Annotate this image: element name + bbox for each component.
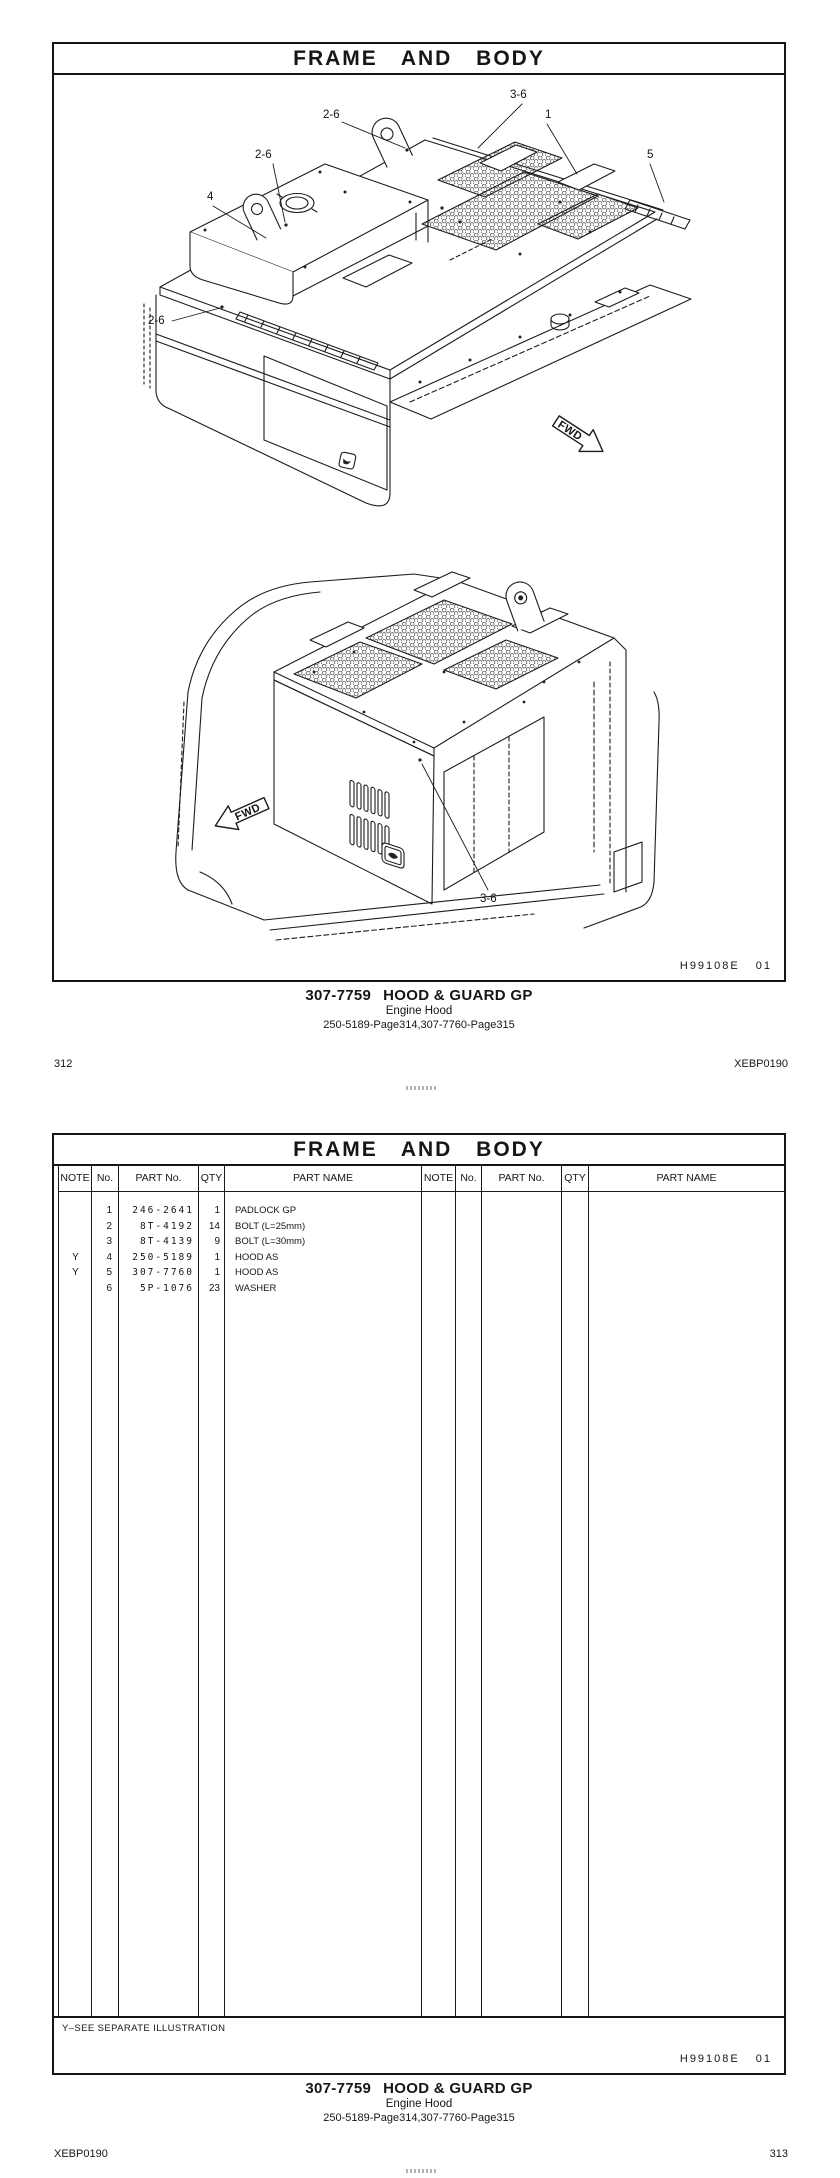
cell-note — [59, 1203, 92, 1219]
fine-print-smudge — [406, 1086, 436, 1090]
cell-part: 307-7760 — [132, 1267, 194, 1278]
cell-name: PADLOCK GP — [235, 1205, 297, 1216]
col-header-note: NOTE — [59, 1164, 92, 1192]
table-row — [59, 1281, 784, 1297]
cell-qty: 14 — [208, 1220, 220, 1232]
callout-2-6-low: 2-6 — [148, 315, 165, 327]
caption-pages-ref: 250-5189-Page314,307-7760-Page315 — [323, 2112, 515, 2125]
parts-table-header — [59, 1164, 784, 1192]
figure-code: H99108E — [679, 2053, 740, 2065]
col-header-qty: QTY — [199, 1164, 225, 1192]
figure-revision: 01 — [755, 960, 772, 972]
doc-code: XEBP0190 — [54, 2148, 108, 2160]
cell-note — [59, 1281, 92, 1297]
page1-title: FRAME AND BODY — [54, 44, 784, 75]
callout-2-6-top: 2-6 — [323, 109, 340, 121]
callout-3-6: 3-6 — [510, 89, 527, 101]
caption-part-number: 307-7759 — [305, 2080, 372, 2097]
fine-print-smudge — [406, 2169, 436, 2173]
cell-no: 1 — [106, 1205, 112, 1216]
parts-rows — [59, 1203, 784, 1296]
col-header-part2: PART No. — [482, 1164, 562, 1192]
callout-4: 4 — [207, 191, 214, 203]
cell-no: 4 — [106, 1251, 112, 1263]
cell-part: 8T-4192 — [139, 1220, 194, 1232]
cell-part: 250-5189 — [132, 1251, 194, 1263]
hood-rear-line-art — [176, 572, 659, 940]
caption-part-name: HOOD & GUARD GP — [383, 987, 533, 1004]
col-header-name2: PART NAME — [589, 1164, 784, 1192]
callout-1: 1 — [545, 109, 552, 121]
fwd-arrow — [549, 410, 610, 462]
figure-revision: 01 — [755, 2053, 772, 2065]
page2-title: FRAME AND BODY — [54, 1135, 784, 1166]
callout-3-6: 3-6 — [480, 893, 497, 905]
cell-no: 2 — [106, 1220, 112, 1232]
table-row — [59, 1250, 784, 1266]
cell-name: HOOD AS — [235, 1267, 279, 1278]
cell-qty: 23 — [208, 1282, 220, 1294]
table-row — [59, 1234, 784, 1250]
hood-line-art — [144, 104, 691, 506]
cell-name: HOOD AS — [235, 1251, 279, 1263]
footnote-row — [54, 2016, 784, 2073]
cell-part: 246-2641 — [132, 1205, 194, 1216]
cell-no: 6 — [106, 1282, 112, 1294]
caption-subtitle: Engine Hood — [385, 2098, 453, 2111]
cell-part: 8T-4139 — [139, 1236, 194, 1247]
footnote-text: Y–SEE SEPARATE ILLUSTRATION — [62, 2023, 226, 2034]
hood-rear-view-illustration — [114, 552, 674, 954]
page-number-312: 312 — [54, 1058, 73, 1070]
cell-part: 5P-1076 — [139, 1282, 194, 1294]
caption-pages-ref: 250-5189-Page314,307-7760-Page315 — [323, 1019, 515, 1032]
table-row — [59, 1203, 784, 1219]
caption-subtitle: Engine Hood — [385, 1005, 453, 1018]
figure-reference — [680, 960, 772, 972]
page2-caption — [52, 2080, 786, 2125]
callout-5: 5 — [647, 149, 654, 161]
cell-qty: 1 — [214, 1251, 220, 1263]
col-header-note2: NOTE — [422, 1164, 456, 1192]
table-row — [59, 1219, 784, 1235]
cell-note: Y — [72, 1251, 79, 1263]
cell-name: BOLT (L=30mm) — [235, 1236, 306, 1247]
callout-2-6-mid: 2-6 — [255, 149, 272, 161]
table-row — [59, 1265, 784, 1281]
figure-code: H99108E — [679, 960, 740, 972]
cell-name: BOLT (L=25mm) — [235, 1220, 306, 1232]
caption-part-name: HOOD & GUARD GP — [383, 2080, 533, 2097]
cell-qty: 1 — [214, 1267, 220, 1278]
page1-frame — [52, 42, 786, 982]
cell-no: 5 — [106, 1267, 112, 1278]
caption-part-number: 307-7759 — [305, 987, 372, 1004]
cell-no: 3 — [106, 1236, 112, 1247]
col-header-qty2: QTY — [562, 1164, 589, 1192]
lifting-eye-rear — [368, 114, 413, 168]
parts-table-body — [59, 1192, 784, 2016]
page1-caption — [52, 987, 786, 1032]
cell-qty: 1 — [214, 1205, 220, 1216]
cell-name: WASHER — [235, 1282, 277, 1294]
page-number-313: 313 — [769, 2148, 788, 2160]
figure-reference — [680, 2053, 772, 2065]
col-header-no2: No. — [456, 1164, 482, 1192]
cell-note — [59, 1234, 92, 1250]
hood-top-isometric-illustration — [90, 72, 710, 552]
col-header-part: PART No. — [119, 1164, 199, 1192]
col-header-name: PART NAME — [225, 1164, 422, 1192]
emblem-plate — [382, 842, 404, 869]
fwd-label: FWD — [555, 418, 585, 444]
cell-note — [59, 1219, 92, 1235]
fwd-arrow — [210, 791, 272, 838]
col-header-no: No. — [92, 1164, 119, 1192]
cell-qty: 9 — [214, 1236, 220, 1247]
cell-note: Y — [72, 1267, 79, 1278]
parts-table — [58, 1164, 784, 2016]
page2-frame — [52, 1133, 786, 2075]
fwd-label: FWD — [233, 801, 263, 824]
doc-code: XEBP0190 — [734, 1058, 788, 1070]
